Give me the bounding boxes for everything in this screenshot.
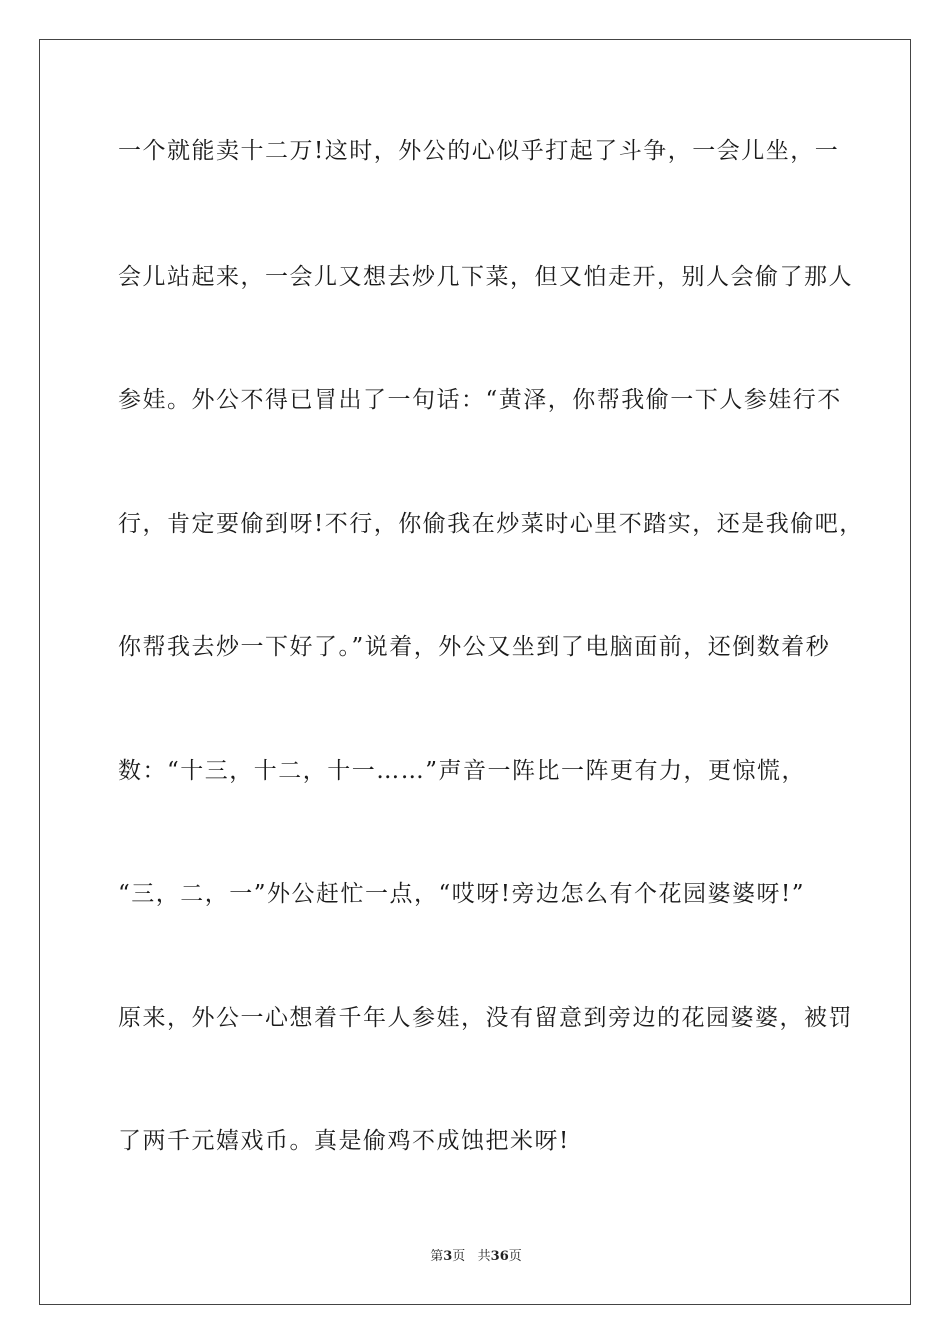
text-line-6: 数：“十三，十二，十一……”声音一阵比一阵更有力，更惊慌， xyxy=(118,758,807,784)
text-line-9: 了两千元嬉戏币。真是偷鸡不成蚀把米呀! xyxy=(118,1128,570,1154)
page-frame xyxy=(39,39,911,1305)
page-prefix: 第 xyxy=(430,1249,444,1264)
text-line-4: 行，肯定要偷到呀!不行，你偷我在炒菜时心里不踏实，还是我偷吧， xyxy=(118,511,864,537)
text-line-5: 你帮我去炒一下好了。”说着，外公又坐到了电脑面前，还倒数着秒 xyxy=(118,634,831,660)
text-line-2: 会儿站起来，一会儿又想去炒几下菜，但又怕走开，别人会偷了那人 xyxy=(118,264,853,290)
current-page-number: 3 xyxy=(443,1249,453,1264)
page-footer xyxy=(40,1248,912,1266)
page-suffix: 页 xyxy=(508,1249,522,1264)
text-line-1: 一个就能卖十二万!这时，外公的心似乎打起了斗争，一会儿坐，一 xyxy=(118,138,840,164)
page-mid: 页 共 xyxy=(452,1249,491,1264)
text-line-7: “三，二，一”外公赶忙一点，“哎呀!旁边怎么有个花园婆婆呀!” xyxy=(118,881,806,907)
total-page-number: 36 xyxy=(490,1249,509,1264)
text-line-3: 参娃。外公不得已冒出了一句话：“黄泽，你帮我偷一下人参娃行不 xyxy=(118,387,842,413)
text-line-8: 原来，外公一心想着千年人参娃，没有留意到旁边的花园婆婆，被罚 xyxy=(118,1005,853,1031)
